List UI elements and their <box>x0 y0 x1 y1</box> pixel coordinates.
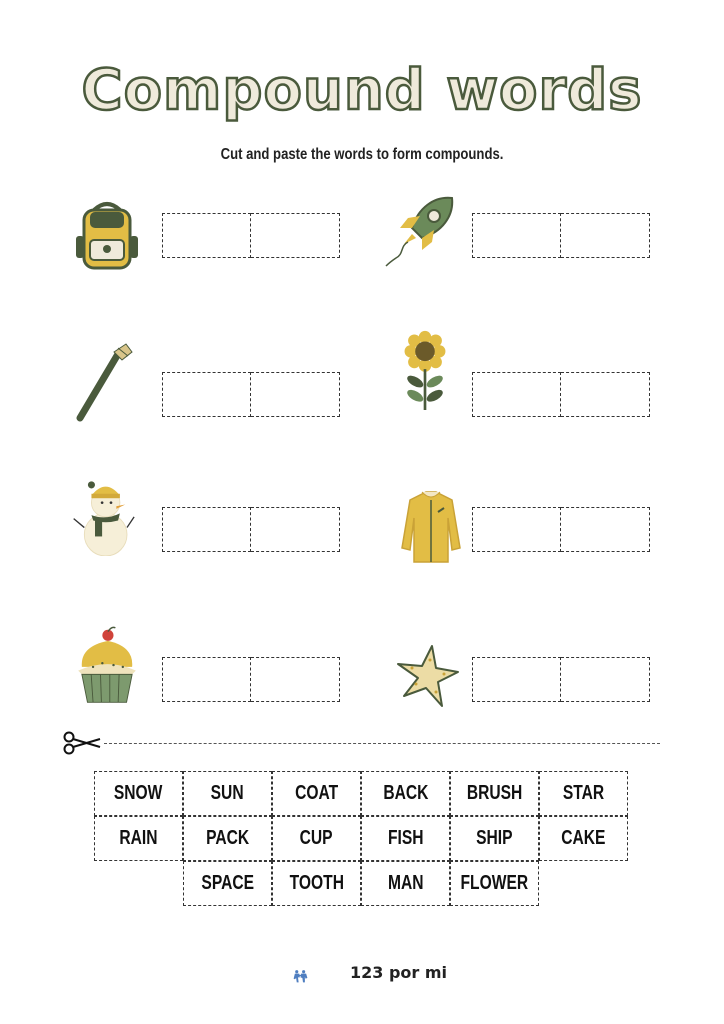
word-card[interactable]: COAT <box>272 771 361 816</box>
word-card[interactable]: MAN <box>361 861 450 906</box>
word-card[interactable]: FLOWER <box>450 861 539 906</box>
word-card[interactable]: SUN <box>183 771 272 816</box>
answer-box-first[interactable] <box>162 507 251 552</box>
rocket-icon <box>384 194 454 274</box>
answer-box-first[interactable] <box>162 657 251 702</box>
backpack-icon <box>72 196 142 276</box>
answer-boxes[interactable] <box>472 372 650 417</box>
toothbrush-icon <box>72 342 142 422</box>
starfish-icon <box>392 638 462 718</box>
word-card[interactable]: RAIN <box>94 816 183 861</box>
cupcake-icon <box>72 626 142 706</box>
answer-boxes[interactable] <box>162 507 340 552</box>
answer-box-second[interactable] <box>561 507 650 552</box>
brand-logo-icon <box>293 954 343 1000</box>
brand-name: 123 por mi <box>350 963 448 982</box>
word-card[interactable]: SHIP <box>450 816 539 861</box>
instructions: Cut and paste the words to form compounds. <box>220 146 504 163</box>
answer-box-first[interactable] <box>162 372 251 417</box>
answer-box-first[interactable] <box>162 213 251 258</box>
answer-boxes[interactable] <box>162 372 340 417</box>
word-card[interactable]: BACK <box>361 771 450 816</box>
answer-boxes[interactable] <box>472 507 650 552</box>
answer-box-second[interactable] <box>251 507 340 552</box>
sunflower-icon <box>390 330 460 410</box>
answer-box-second[interactable] <box>561 372 650 417</box>
word-card[interactable]: STAR <box>539 771 628 816</box>
answer-box-second[interactable] <box>251 657 340 702</box>
answer-boxes[interactable] <box>472 213 650 258</box>
word-card[interactable]: SPACE <box>183 861 272 906</box>
answer-box-first[interactable] <box>472 507 561 552</box>
answer-box-second[interactable] <box>561 657 650 702</box>
word-card[interactable]: PACK <box>183 816 272 861</box>
answer-boxes[interactable] <box>162 657 340 702</box>
word-card[interactable]: TOOTH <box>272 861 361 906</box>
cut-line[interactable] <box>104 743 660 744</box>
answer-box-first[interactable] <box>472 372 561 417</box>
answer-box-first[interactable] <box>472 657 561 702</box>
answer-boxes[interactable] <box>472 657 650 702</box>
word-card[interactable]: CAKE <box>539 816 628 861</box>
scissors-icon <box>62 731 102 755</box>
worksheet-title: Compound words <box>81 58 643 123</box>
word-card[interactable]: CUP <box>272 816 361 861</box>
word-card[interactable]: SNOW <box>94 771 183 816</box>
answer-boxes[interactable] <box>162 213 340 258</box>
snowman-icon <box>68 476 138 556</box>
answer-box-second[interactable] <box>251 213 340 258</box>
answer-box-second[interactable] <box>251 372 340 417</box>
word-card[interactable]: FISH <box>361 816 450 861</box>
answer-box-first[interactable] <box>472 213 561 258</box>
raincoat-icon <box>396 488 466 568</box>
word-card[interactable]: BRUSH <box>450 771 539 816</box>
answer-box-second[interactable] <box>561 213 650 258</box>
